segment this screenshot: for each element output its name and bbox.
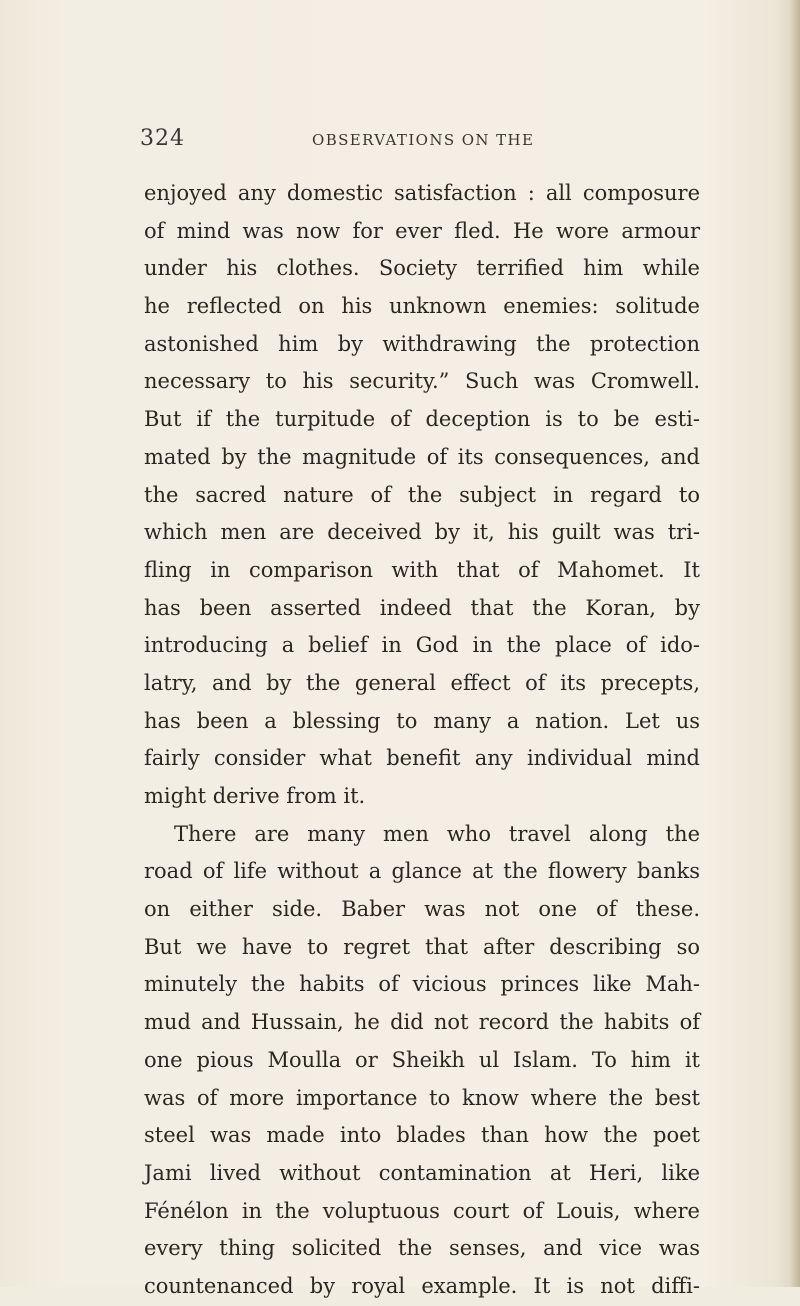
text-line: Jami lived without contamination at Heri, like	[144, 1160, 700, 1185]
text-line: But we have to regret that after describing so	[144, 934, 700, 959]
body-text	[144, 175, 700, 1306]
text-line: But if the turpitude of deception is to be esti-	[144, 407, 700, 432]
page-header	[140, 126, 700, 156]
page-edge-shadow	[790, 0, 800, 1287]
text-line: under his clothes. Society terrified him while	[144, 256, 700, 281]
text-line: one pious Moulla or Sheikh ul Islam. To him it	[144, 1047, 700, 1072]
text-line: enjoyed any domestic satisfaction : all composure	[144, 181, 700, 205]
page-number: 324	[140, 126, 185, 151]
text-line: fling in comparison with that of Mahomet. It	[144, 557, 700, 582]
text-line: has been a blessing to many a nation. Let us	[144, 708, 700, 733]
paragraph-end-line: might derive from it.	[144, 784, 366, 808]
text-line: fairly consider what benefit any individual mind	[144, 746, 700, 771]
paragraph-start-line: There are many men who travel along the	[174, 821, 700, 846]
text-line: the sacred nature of the subject in regard to	[144, 482, 700, 507]
text-line: minutely the habits of vicious princes like Mah-	[144, 972, 700, 997]
text-line: mated by the magnitude of its consequences, and	[144, 444, 700, 469]
text-line: he reflected on his unknown enemies: solitude	[144, 294, 700, 319]
text-line: astonished him by withdrawing the protection	[144, 331, 700, 356]
text-line: every thing solicited the senses, and vice was	[144, 1236, 700, 1261]
text-line: which men are deceived by it, his guilt was tri-	[144, 520, 700, 545]
text-line: mud and Hussain, he did not record the habits of	[144, 1010, 700, 1035]
running-head: OBSERVATIONS ON THE	[312, 131, 535, 149]
text-line: latry, and by the general effect of its precepts,	[144, 670, 700, 695]
text-line: Fénélon in the voluptuous court of Louis, where	[144, 1198, 700, 1223]
text-line: on either side. Baber was not one of these.	[144, 897, 700, 922]
text-line: of mind was now for ever fled. He wore armour	[144, 218, 700, 243]
text-line: was of more importance to know where the best	[144, 1085, 700, 1110]
text-line: necessary to his security.” Such was Cromwell.	[144, 369, 700, 394]
text-line: countenanced by royal example. It is not diffi-	[144, 1273, 700, 1298]
text-line: has been asserted indeed that the Koran, by	[144, 595, 700, 620]
text-line: road of life without a glance at the flowery banks	[144, 859, 700, 884]
text-line: steel was made into blades than how the poet	[144, 1123, 700, 1148]
text-line: introducing a belief in God in the place of ido-	[144, 633, 700, 658]
